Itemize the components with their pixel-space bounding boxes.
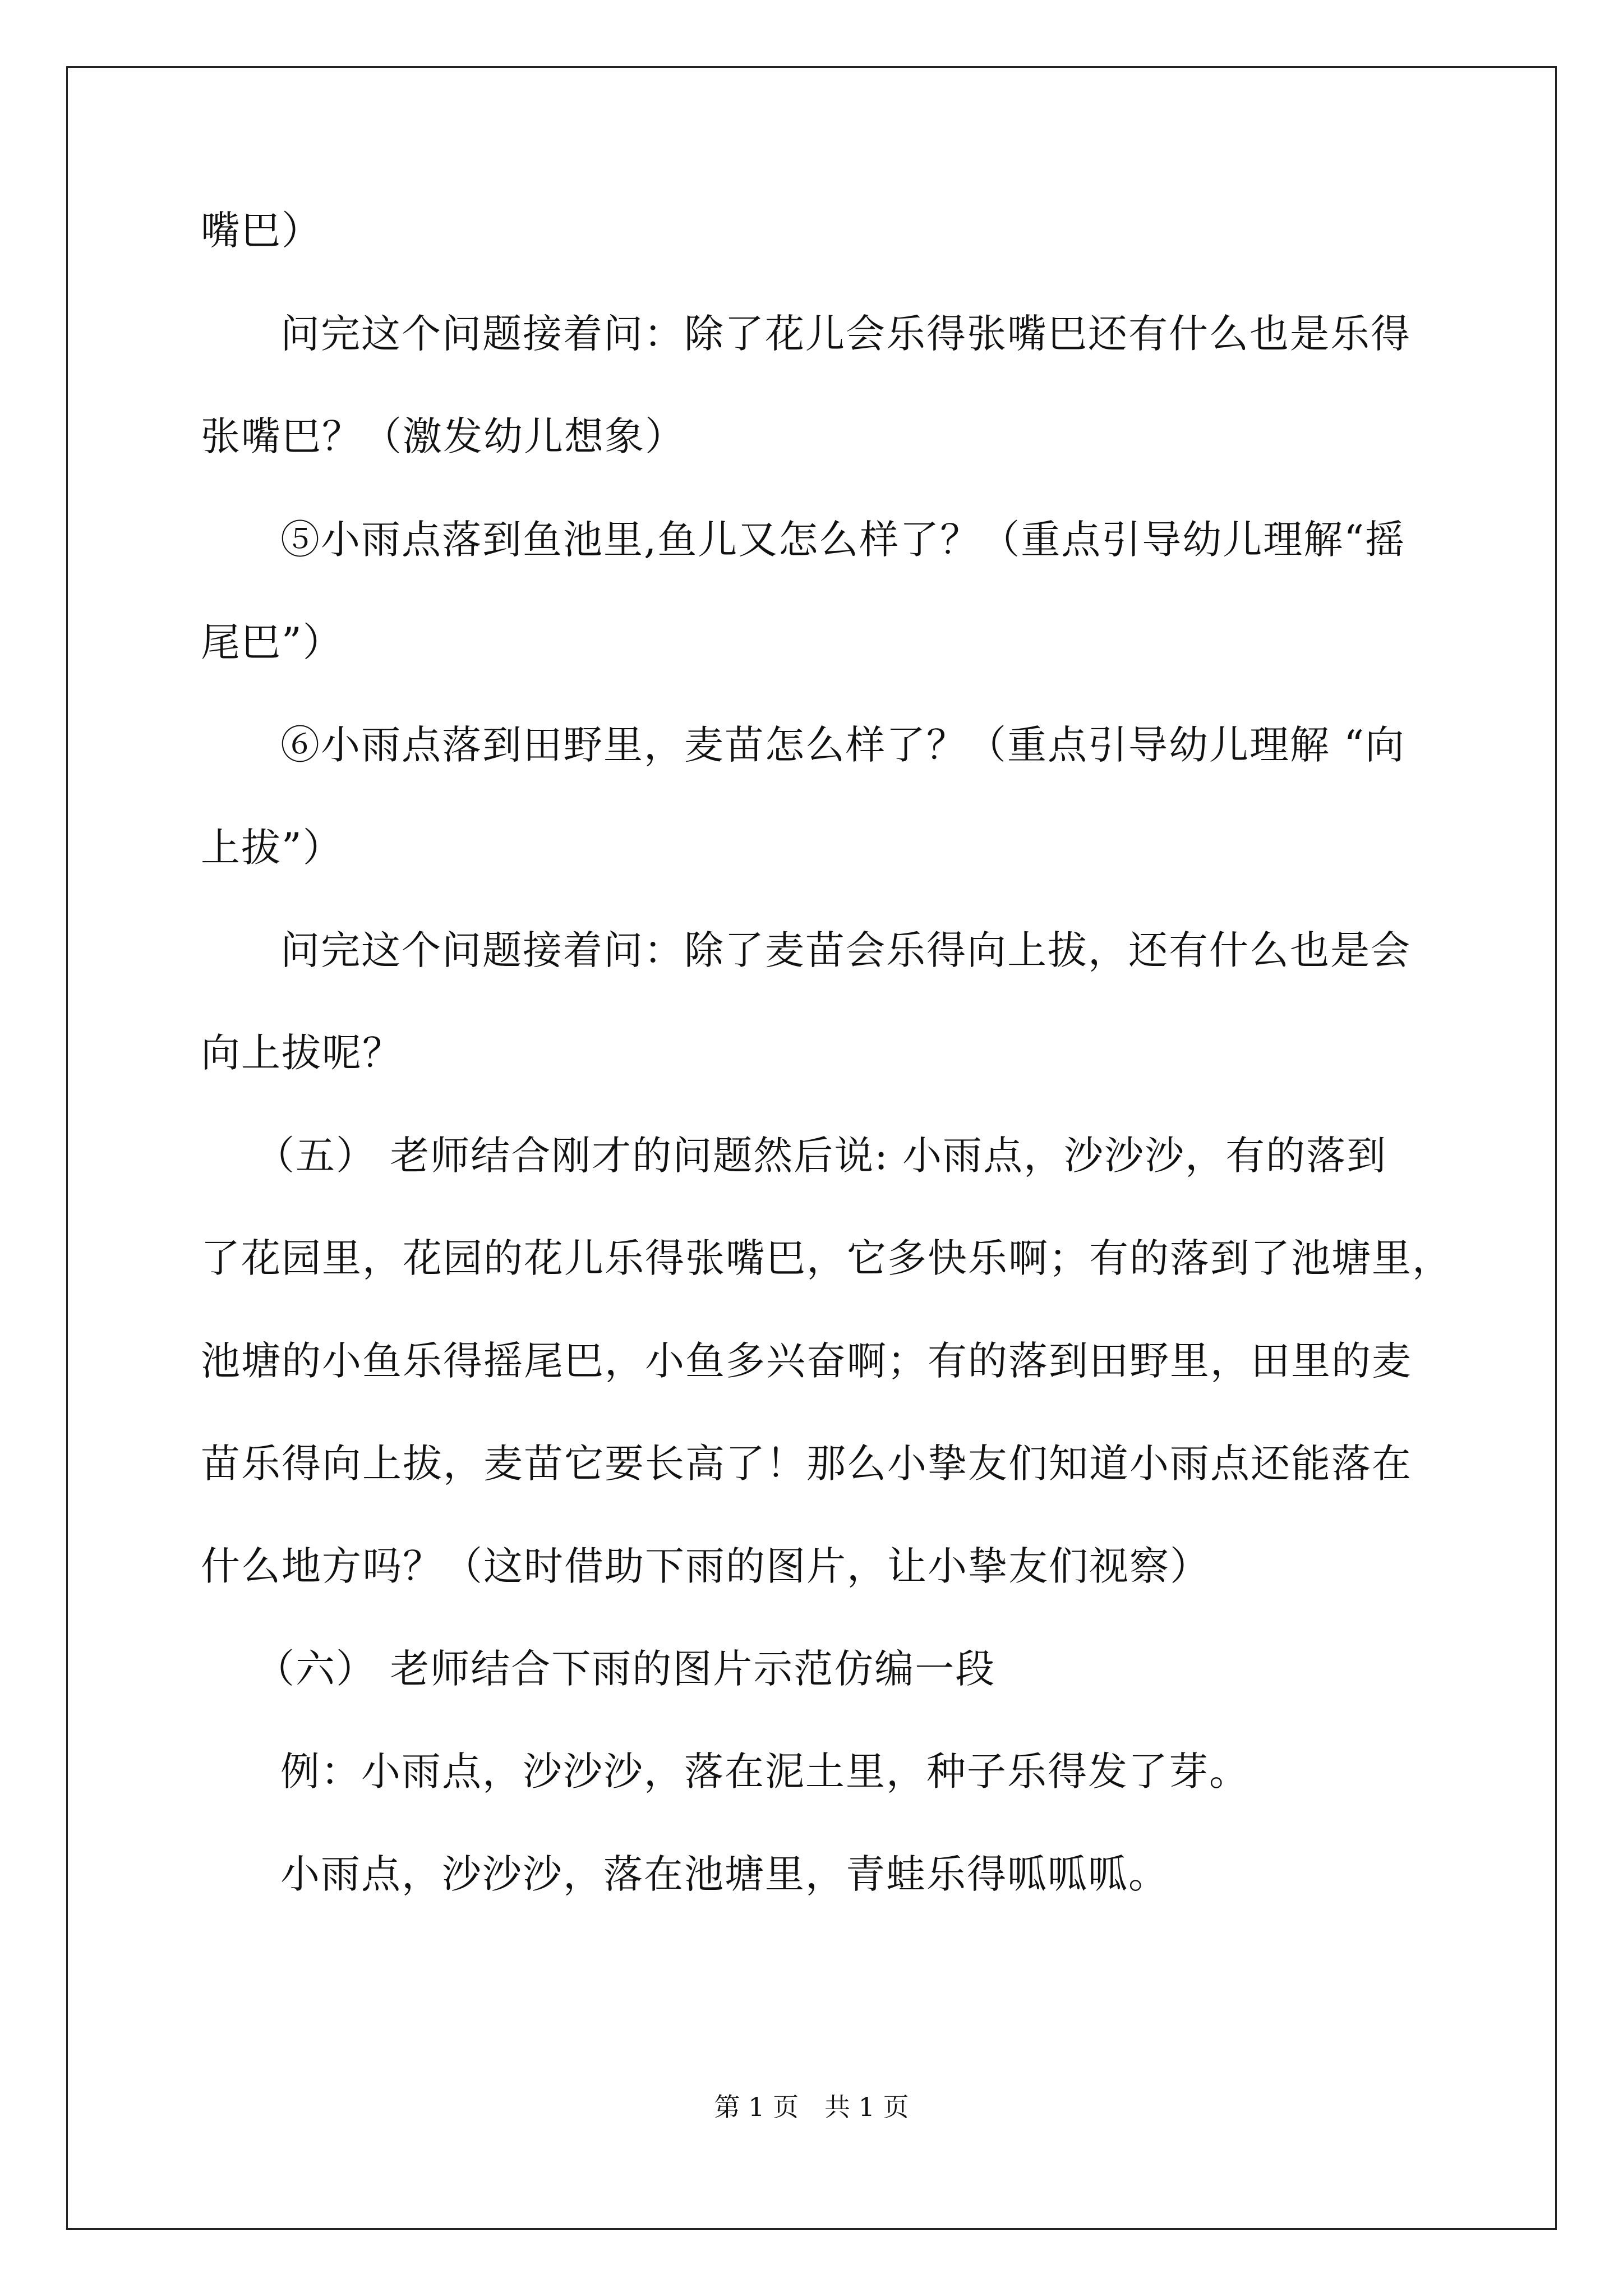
text-line: 张嘴巴？（激发幼儿想象） — [201, 413, 685, 459]
text-line: 问完这个问题接着问：除了麦苗会乐得向上拔，还有什么也是会 — [280, 927, 1411, 973]
text-line: 上拔”） — [201, 825, 343, 871]
page-footer: 第 1 页 共 1 页 — [714, 2092, 909, 2122]
text-line: 例：小雨点，沙沙沙，落在泥土里，种子乐得发了芽。 — [280, 1749, 1249, 1795]
text-line: （六） 老师结合下雨的图片示范仿编一段 — [255, 1646, 996, 1692]
text-line: 什么地方吗？（这时借助下雨的图片，让小挚友们视察） — [201, 1543, 1210, 1589]
text-line: 嘴巴） — [201, 208, 322, 254]
text-line: 苗乐得向上拔，麦苗它要长高了！那么小挚友们知道小雨点还能落在 — [201, 1441, 1412, 1487]
text-line: （五） 老师结合刚才的问题然后说: 小雨点，沙沙沙，有的落到 — [255, 1133, 1387, 1179]
text-line: 问完这个问题接着问：除了花儿会乐得张嘴巴还有什么也是乐得 — [280, 311, 1411, 357]
text-line: 尾巴”） — [201, 619, 343, 665]
text-line: ⑥小雨点落到田野里，麦苗怎么样了？（重点引导幼儿理解 “向 — [280, 722, 1406, 768]
text-line: 池塘的小鱼乐得摇尾巴，小鱼多兴奋啊；有的落到田野里，田里的麦 — [201, 1338, 1412, 1384]
text-line: 小雨点，沙沙沙，落在池塘里，青蛙乐得呱呱呱。 — [280, 1851, 1169, 1897]
text-line: 了花园里，花园的花儿乐得张嘴巴，它多快乐啊；有的落到了池塘里， — [201, 1235, 1453, 1281]
text-line: ⑤小雨点落到鱼池里,鱼儿又怎么样了？（重点引导幼儿理解“摇 — [280, 517, 1406, 563]
text-line: 向上拔呢？ — [201, 1030, 403, 1076]
